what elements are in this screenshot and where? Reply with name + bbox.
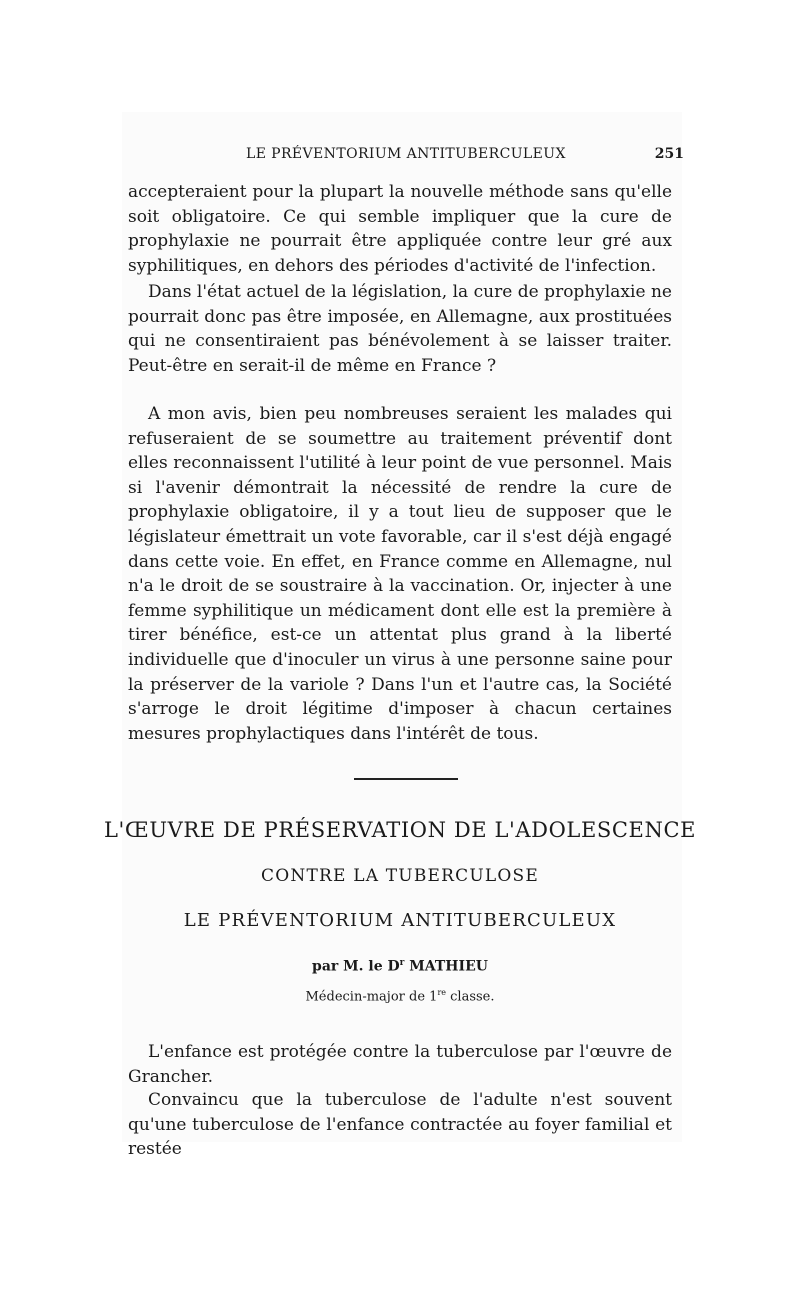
article-subtitle-2: LE PRÉVENTORIUM ANTITUBERCULEUX [183,910,617,931]
author-rank [100,988,700,1004]
rank-prefix: Médecin-major de 1 [305,989,438,1005]
author-line [100,958,700,975]
paragraph-3: A mon avis, bien peu nombreuses seraient les malades qui refuseraient de se soumettre au traitement préventif dont elles reconnaissent l'utilité à leur point de vue personnel. Mais si l'avenir démontrait la nécessité de rendre la cure de prophylaxie obligatoire, il y a tout lieu de supposer que le législateur émettrait un vote favorable, car il s'est déjà engagé dans cette voie. En effet, en France comme en Allemagne, nul n'a le droit de se soustraire à la vaccination. Or, injecter à une femme syphilitique un médicament dont elle est la première à tirer bénéfice, est-ce un attentat plus grand à la liberté individuelle que d'inoculer un virus à une personne saine pour la préserver de la variole ? Dans l'un et l'autre cas, la Société s'arroge le droit légitime d'imposer à chacun certaines mesures prophylactiques dans l'intérêt de tous. [128,404,672,744]
rank-sup: re [437,988,446,997]
rank-suffix: classe. [450,989,495,1005]
running-title: LE PRÉVENTORIUM ANTITUBERCULEUX [246,146,566,162]
article-subtitle-1: CONTRE LA TUBERCULOSE [261,866,539,886]
author-name: MATHIEU [409,958,488,975]
article-title: L'ŒUVRE DE PRÉSERVATION DE L'ADOLESCENCE [103,818,697,842]
page-number: 251 [654,146,684,162]
paragraph-5: Convaincu que la tuberculose de l'adulte n'est souvent qu'une tuberculose de l'enfance contractée au foyer familial et restée [128,1090,672,1160]
paragraph-1: accepteraient pour la plupart la nouvelle méthode sans qu'elle soit obligatoire. Ce qui semble impliquer que la cure de prophylaxie ne pourrait être appliquée contre leur gré aux syphilitiques, en dehors des périodes d'activité de l'infection. [128,182,672,276]
paragraph-2: Dans l'état actuel de la législation, la cure de prophylaxie ne pourrait donc pas être imposée, en Allemagne, aux prostituées qui ne consentiraient pas bénévolement à se laisser traiter. Peut-être en serait-il de même en France ? [128,282,672,376]
paragraph-4: L'enfance est protégée contre la tuberculose par l'œuvre de Grancher. [128,1042,672,1087]
author-sup: r [399,958,405,968]
author-prefix: par M. le D [312,958,400,975]
section-divider [354,778,458,780]
running-header [128,146,684,166]
